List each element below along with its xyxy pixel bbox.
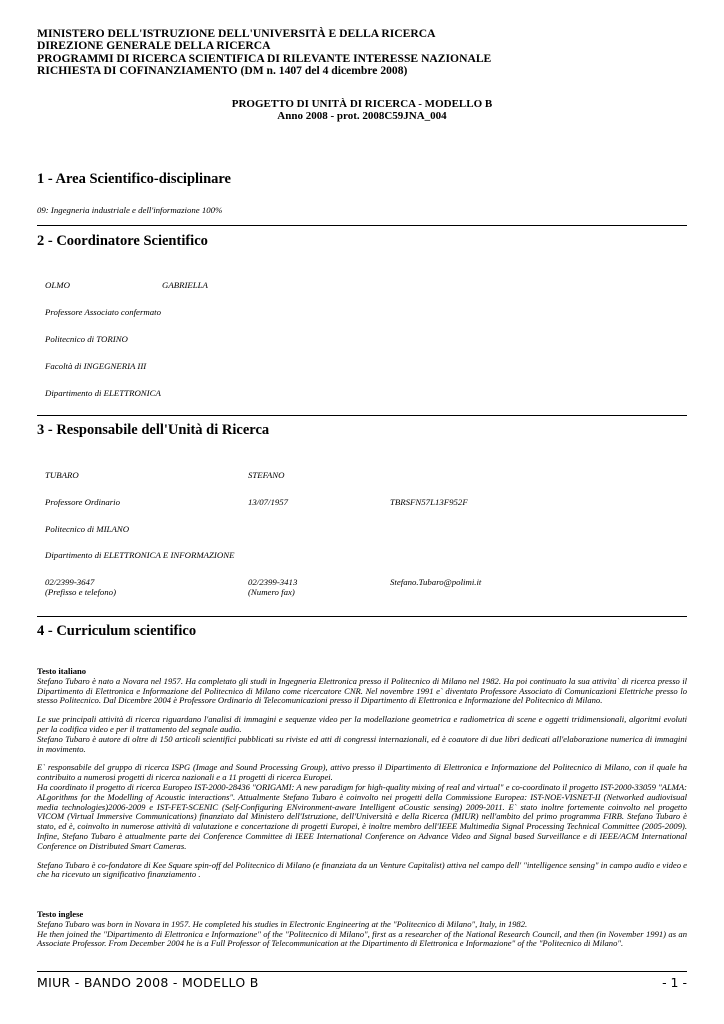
curriculum-italian — [37, 667, 687, 880]
project-heading — [0, 98, 724, 122]
section-4-title: 4 - Curriculum scientifico — [37, 623, 197, 639]
responsible-surname: TUBARO — [45, 470, 79, 480]
cv-paragraph: Stefano Tubaro è autore di oltre di 150 articoli scientifici pubblicati su riviste ed atti di congressi internazionali, ed è coautore di due libri dedicati all'elaborazione numerica di immagini in movimento. — [37, 733, 687, 754]
header-line-1: MINISTERO DELL'ISTRUZIONE DELL'UNIVERSITÀ E DELLA RICERCA — [37, 27, 436, 40]
cv-paragraph: He then joined the "Dipartimento di Elettronica e Informazione" of the "Politecnico di Milano", first as a researcher of the National Research Council, and then (in November 1991) as an Associate Professor. From December 2004 he is a Full Professor of Telecommunication at the Dipartimento di Elettronica e Informazione" of the "Politecnico di Milano". — [37, 928, 687, 949]
footer-label: MIUR - BANDO 2008 - MODELLO B — [37, 975, 259, 990]
responsible-department: Dipartimento di ELETTRONICA E INFORMAZIONE — [45, 550, 235, 560]
cv-paragraph: Stefano Tubaro was born in Novara in 1957. He completed his studies in Electronic Engineering at the "Politecnico di Milano", Italy, in 1982. — [37, 918, 528, 929]
responsible-role: Professore Ordinario — [45, 497, 121, 507]
header-line-2: DIREZIONE GENERALE DELLA RICERCA — [37, 39, 271, 53]
responsible-fax-label: (Numero fax) — [248, 587, 295, 597]
section-3-title: 3 - Responsabile dell'Unità di Ricerca — [37, 422, 270, 438]
header-line-3: PROGRAMMI DI RICERCA SCIENTIFICA DI RILEVANTE INTERESSE NAZIONALE — [37, 51, 492, 65]
page-number: - 1 - — [662, 975, 687, 990]
cv-paragraph: Le sue principali attività di ricerca riguardano l'analisi di immagini e sequenze video per la modellazione geometrica e radiometrica di scene e oggetti tridimensionali, algoritmi evoluti per la codifica video e per il trattamento del segnale audio. — [37, 714, 687, 734]
responsible-phone: 02/2399-3647 — [45, 577, 95, 587]
responsible-birthdate: 13/07/1957 — [248, 497, 289, 507]
area-value: 09: Ingegneria industriale e dell'informazione 100% — [37, 205, 223, 215]
coordinator-faculty: Facoltà di INGEGNERIA III — [45, 361, 147, 371]
cv-paragraph: Stefano Tubaro è nato a Novara nel 1957. Ha completato gli studi in Ingegneria Elettronica presso il Politecnico di Milano nel 1982. Ha poi continuato la sua attivita` di ricerca presso il Dipartimento di Elettronica e Informazione del Politecnico di Milano come ricercatore CNR. Nel novembre 1991 e` diventato Professore Associato di Comunicazioni Elettriche presso lo stesso Politecnico. Dal Dicembre 2004 è Professore Ordinario di Telecomunicazioni presso il Dipartimento di Elettronica e Informazione del Politecnico di Milano. — [37, 675, 687, 706]
responsible-fiscal-code: TBRSFN57L13F952F — [390, 497, 468, 507]
responsible-university: Politecnico di MILANO — [45, 524, 130, 534]
coordinator-role: Professore Associato confermato — [45, 307, 161, 317]
header-line-4: RICHIESTA DI COFINANZIAMENTO (DM n. 1407 del 4 dicembre 2008) — [37, 64, 408, 78]
divider — [37, 225, 687, 226]
footer-divider — [37, 971, 687, 972]
responsible-name: STEFANO — [248, 470, 285, 480]
section-2-title: 2 - Coordinatore Scientifico — [37, 233, 208, 249]
section-1-title: 1 - Area Scientifico-disciplinare — [37, 171, 231, 187]
curriculum-english — [37, 910, 687, 949]
cv-paragraph: E` responsabile del gruppo di ricerca ISPG (Image and Sound Processing Group), attivo presso il Dipartimento di Elettronica e Informazione del Politecnico di Milano, con il quale ha contribuito a numerosi progetti di ricerca nazionali e a 11 progetti di ricerca Europei. — [37, 762, 687, 783]
cv-paragraph: Ha coordinato il progetto di ricerca Europeo IST-2000-28436 "ORIGAMI: A new paradigm for high-quality mixing of real and virtual" e co-coordinato il progetto IST-2000-33059 "ALMA: ALgorithms for the Modelling of Acoustic interactions". Attualmente Stefano Tubaro è coinvolto nei progetti della Commissione Europea: IST-NOE-VISNET-II (Networked audiovisual media technologies)2006-2009 e IST-FET-SCENIC (Self-Configuring ENvironment-aware Intelligent aCoustic sensing) 2009-2011. E` stato inoltre fortemente coinvolto nel progetto VICOM (Virtual Immersive Communications) finanziato dal Ministero dell'Istruzione, dell'Università e della Ricerca (MIUR) nell'ambito del primo programma FIRB. Stefano Tubaro è stato, ed è, coinvolto in numerose attività di valutazione e concertazione di progetti Europei, è inoltre membro dell'IEEE Multimedia Signal Processing Technical Committee (2005-2009). Infine, Stefano Tubaro è attualmente parte dei Conference Committee di IEEE International Conference on Advance Video and Signal based Surveillance e di IEEE/ACM International Conference on Distributed Smart Cameras. — [37, 781, 687, 851]
coordinator-surname: OLMO — [45, 280, 70, 290]
responsible-phone-label: (Prefisso e telefono) — [45, 587, 117, 597]
project-year: Anno 2008 - prot. 2008C59JNA_004 — [277, 110, 447, 122]
italian-text-label: Testo italiano — [37, 666, 87, 676]
divider — [37, 415, 687, 416]
responsible-email: Stefano.Tubaro@polimi.it — [390, 577, 482, 587]
cv-paragraph: Stefano Tubaro è co-fondatore di Kee Square spin-off del Politecnico di Milano (e finanziata da un Venture Capitalist) attiva nel campo dell' "intelligence sensing" in campo audio e video e che ha ricevuto un significativo finanziamento . — [37, 859, 687, 880]
english-text-label: Testo inglese — [37, 909, 84, 919]
coordinator-name: GABRIELLA — [162, 280, 208, 290]
project-title: PROGETTO DI UNITÀ DI RICERCA - MODELLO B — [231, 98, 493, 110]
ministry-header — [37, 28, 491, 78]
coordinator-university: Politecnico di TORINO — [45, 334, 128, 344]
coordinator-department: Dipartimento di ELETTRONICA — [45, 388, 161, 398]
responsible-fax: 02/2399-3413 — [248, 577, 298, 587]
divider — [37, 616, 687, 617]
